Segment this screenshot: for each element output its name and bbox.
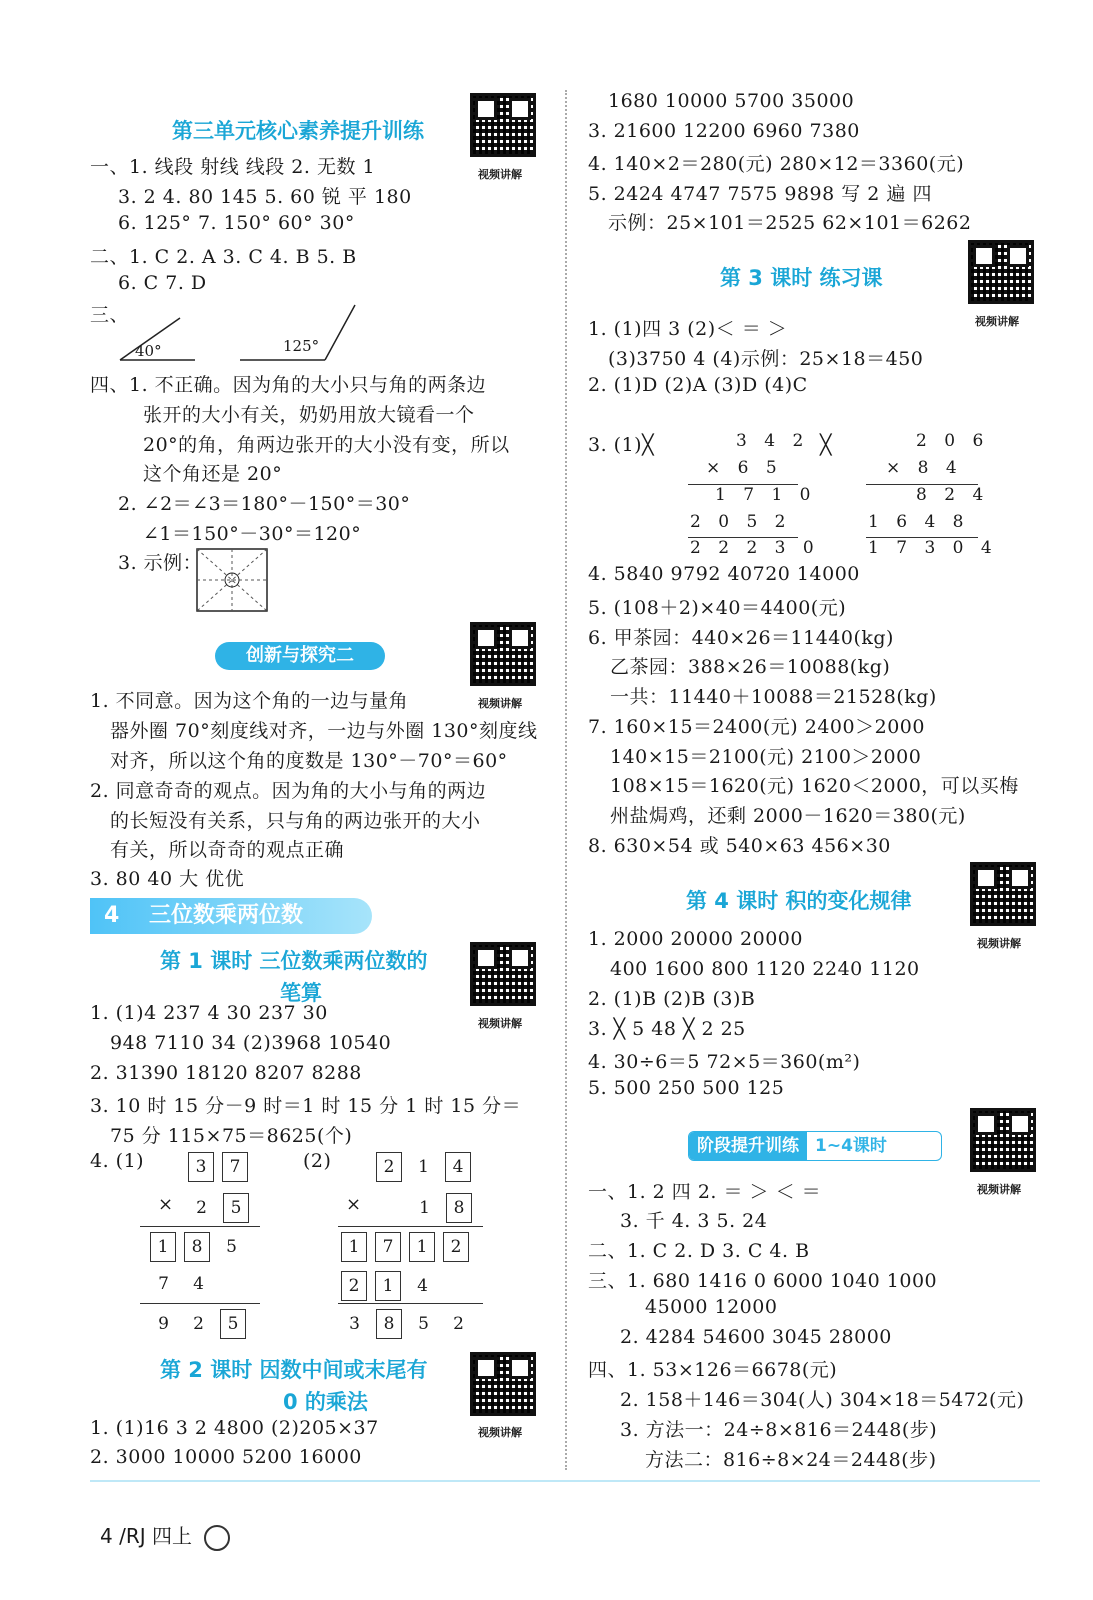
lesson1-title: 第 1 课时 三位数乘两位数的 bbox=[160, 949, 428, 973]
qr-code-icon[interactable] bbox=[970, 1108, 1036, 1172]
k3-line: 2. (1)D (2)A (3)D (4)C bbox=[588, 374, 808, 396]
digit-box[interactable]: 1 bbox=[409, 1232, 435, 1262]
digit-box[interactable]: 3 bbox=[188, 1152, 214, 1182]
k3-line: 6. 甲茶园：440×26＝11440(kg) bbox=[588, 627, 894, 649]
vcalc1-e: 2 2 2 3 0 bbox=[690, 538, 820, 558]
u3-line: 2. ∠2＝∠3＝180°－150°＝30° bbox=[118, 493, 411, 515]
mult2-row2 bbox=[411, 1193, 480, 1223]
qr-code-icon[interactable] bbox=[470, 942, 536, 1006]
k3-cross: ╳ bbox=[820, 434, 832, 456]
stage-line: 方法二：816÷8×24＝2448(步) bbox=[645, 1449, 937, 1471]
k4-line: 2. (1)B (2)B (3)B bbox=[588, 988, 756, 1010]
stage-line: 45000 12000 bbox=[645, 1296, 778, 1318]
stage-line: 3. 方法一：24÷8×816＝2448(步) bbox=[620, 1419, 938, 1441]
stage-line: 二、1. C 2. D 3. C 4. B bbox=[588, 1240, 810, 1262]
r-line: 3. 21600 12200 6960 7380 bbox=[588, 120, 860, 142]
r-line: 示例：25×101＝2525 62×101＝6262 bbox=[608, 212, 972, 234]
digit-box[interactable]: 4 bbox=[445, 1152, 471, 1182]
k4-line: 4. 30÷6＝5 72×5＝360(m²) bbox=[588, 1051, 861, 1073]
qr-caption: 视频讲解 bbox=[478, 168, 522, 181]
digit: 1 bbox=[419, 1198, 430, 1218]
k4-line: 1. 2000 20000 20000 bbox=[588, 928, 803, 950]
lesson2-title-cont: 0 的乘法 bbox=[283, 1390, 368, 1414]
u3-line: 一、1. 线段 射线 线段 2. 无数 1 bbox=[90, 156, 376, 178]
vcalc1-b: × 6 5 bbox=[706, 458, 783, 478]
u3-line: 6. C 7. D bbox=[118, 272, 207, 294]
digit-box[interactable]: 2 bbox=[341, 1271, 367, 1301]
page-number-label: 4 /RJ 四上 bbox=[100, 1524, 192, 1548]
k4-line: 400 1600 800 1120 2240 1120 bbox=[610, 958, 920, 980]
digit-box[interactable]: 8 bbox=[376, 1309, 402, 1339]
vcalc1-c: 1 7 1 0 bbox=[715, 485, 817, 505]
digit-box[interactable]: 1 bbox=[341, 1232, 367, 1262]
mult2-row1 bbox=[376, 1152, 479, 1182]
stage-line: 3. 千 4. 3 5. 24 bbox=[620, 1210, 768, 1232]
stage-line: 一、1. 2 四 2. ＝ ＞ ＜ ＝ bbox=[588, 1181, 822, 1203]
k3-line: 8. 630×54 或 540×63 456×30 bbox=[588, 835, 891, 857]
r-line: 1680 10000 5700 35000 bbox=[608, 90, 855, 112]
digit-box[interactable]: 7 bbox=[375, 1232, 401, 1262]
lesson1-title-cont: 笔算 bbox=[280, 981, 322, 1005]
qr-code-icon[interactable] bbox=[970, 862, 1036, 926]
k1-line: 3. 10 时 15 分－9 时＝1 时 15 分 1 时 15 分＝ bbox=[90, 1095, 522, 1117]
digit: 4 bbox=[193, 1274, 204, 1294]
page-footer bbox=[100, 1520, 230, 1551]
innov-line: 的长短没有关系，只与角的两边张开的大小 bbox=[110, 810, 481, 832]
digit-box[interactable]: 1 bbox=[150, 1232, 176, 1262]
vcalc1-a: 3 4 2 bbox=[736, 431, 810, 451]
digit: 2 bbox=[193, 1314, 204, 1334]
mult1-row2 bbox=[188, 1193, 257, 1223]
k1-line: 2. 31390 18120 8207 8288 bbox=[90, 1062, 362, 1084]
column-divider bbox=[565, 90, 567, 1470]
digit-box[interactable]: 8 bbox=[446, 1193, 472, 1223]
k3-line: 7. 160×15＝2400(元) 2400＞2000 bbox=[588, 716, 925, 738]
u3-line: 3. 示例： bbox=[118, 552, 203, 574]
k3-line: 4. 5840 9792 40720 14000 bbox=[588, 563, 860, 585]
k3-line: 乙茶园：388×26＝10088(kg) bbox=[610, 656, 891, 678]
digit: 4 bbox=[417, 1276, 428, 1296]
digit: 7 bbox=[158, 1274, 169, 1294]
digit-box[interactable]: 2 bbox=[376, 1152, 402, 1182]
k1-line: 4. (1) bbox=[90, 1150, 145, 1172]
vcalc2-a: 2 0 6 bbox=[916, 431, 990, 451]
innov-line: 2. 同意奇奇的观点。因为角的大小与角的两边 bbox=[90, 780, 487, 802]
k3-line: 108×15＝1620(元) 1620＜2000，可以买梅 bbox=[610, 775, 1019, 797]
unit4-banner bbox=[90, 898, 372, 934]
mult1-row4 bbox=[150, 1274, 212, 1294]
k4-line: 3. ╳ 5 48 ╳ 2 25 bbox=[588, 1018, 746, 1040]
k1-line: (2) bbox=[303, 1150, 332, 1172]
u3-line: 四、1. 不正确。因为角的大小只与角的两条边 bbox=[90, 374, 487, 396]
innov-line: 3. 80 40 大 优优 bbox=[90, 868, 245, 890]
vcalc2-b: × 8 4 bbox=[886, 458, 963, 478]
innov-line: 1. 不同意。因为这个角的一边与量角 bbox=[90, 690, 409, 712]
mult1-row3 bbox=[150, 1232, 245, 1262]
stage-range: 1~4课时 bbox=[815, 1136, 887, 1156]
k1-line: 1. (1)4 237 4 30 237 30 bbox=[90, 1002, 328, 1024]
vcalc2-c: 8 2 4 bbox=[916, 485, 990, 505]
unit4-title: 三位数乘两位数 bbox=[148, 903, 303, 928]
u3-line: 二、1. C 2. A 3. C 4. B 5. B bbox=[90, 246, 357, 268]
digit: 9 bbox=[158, 1314, 169, 1334]
lesson4-title: 第 4 课时 积的变化规律 bbox=[686, 889, 912, 913]
u3-line: 20°的角，角两边张开的大小没有变，所以 bbox=[143, 434, 510, 456]
mult1-rule bbox=[140, 1303, 260, 1304]
innovation-title: 创新与探究二 bbox=[215, 642, 385, 670]
digit: 3 bbox=[349, 1314, 360, 1334]
digit-box[interactable]: 5 bbox=[223, 1193, 249, 1223]
digit: 1 bbox=[418, 1157, 429, 1177]
stage-line: 2. 158＋146＝304(人) 304×18＝5472(元) bbox=[620, 1389, 1025, 1411]
qr-caption: 视频讲解 bbox=[977, 1183, 1021, 1196]
qr-caption: 视频讲解 bbox=[977, 937, 1021, 950]
mult2-rule bbox=[338, 1303, 483, 1304]
u3-line: 三、 bbox=[90, 304, 130, 326]
publisher-logo-icon bbox=[204, 1525, 230, 1551]
lesson2-title: 第 2 课时 因数中间或末尾有 bbox=[160, 1358, 428, 1382]
u3-line: 3. 2 4. 80 145 5. 60 锐 平 180 bbox=[118, 186, 412, 208]
r-line: 5. 2424 4747 7575 9898 写 2 遍 四 bbox=[588, 183, 932, 205]
qr-code-icon[interactable] bbox=[470, 93, 536, 157]
mult2-rule bbox=[338, 1226, 483, 1227]
vcalc1-d: 2 0 5 2 bbox=[690, 512, 792, 532]
innov-line: 有关，所以奇奇的观点正确 bbox=[110, 839, 345, 861]
mult1-row5 bbox=[150, 1309, 254, 1339]
mult1-row1 bbox=[188, 1152, 256, 1182]
k1-line: 75 分 115×75＝8625(个) bbox=[110, 1125, 353, 1147]
qr-caption: 视频讲解 bbox=[478, 1017, 522, 1030]
k2-line: 1. (1)16 3 2 4800 (2)205×37 bbox=[90, 1417, 379, 1439]
k3-line: (3)3750 4 (4)示例：25×18＝450 bbox=[608, 348, 924, 370]
u3-line: 这个角还是 20° bbox=[143, 463, 283, 485]
k3-line: 3. (1)╳ bbox=[588, 434, 655, 456]
k3-line: 140×15＝2100(元) 2100＞2000 bbox=[610, 746, 922, 768]
qr-caption: 视频讲解 bbox=[478, 697, 522, 710]
mult2-operator: × bbox=[346, 1194, 362, 1215]
k1-line: 948 7110 34 (2)3968 10540 bbox=[110, 1032, 392, 1054]
k3-line: 州盐焗鸡，还剩 2000－1620＝380(元) bbox=[610, 805, 966, 827]
k3-line: 1. (1)四 3 (2)＜ ＝ ＞ bbox=[588, 318, 788, 340]
unit4-number: 4 bbox=[104, 903, 120, 928]
star-grid-figure bbox=[196, 548, 268, 612]
unit3-title: 第三单元核心素养提升训练 bbox=[172, 119, 424, 143]
mult1-rule bbox=[140, 1226, 260, 1227]
k2-line: 2. 3000 10000 5200 16000 bbox=[90, 1446, 362, 1468]
digit: 5 bbox=[226, 1237, 237, 1257]
k4-line: 5. 500 250 500 125 bbox=[588, 1077, 785, 1099]
stage-line: 三、1. 680 1416 0 6000 1040 1000 bbox=[588, 1270, 938, 1292]
stage-line: 2. 4284 54600 3045 28000 bbox=[620, 1326, 892, 1348]
angle2-label: 125° bbox=[283, 337, 320, 355]
digit-box[interactable]: 2 bbox=[443, 1232, 469, 1262]
innov-line: 器外圈 70°刻度线对齐，一边与外圈 130°刻度线 bbox=[110, 720, 538, 742]
digit: 2 bbox=[196, 1198, 207, 1218]
digit-box[interactable]: 8 bbox=[184, 1232, 210, 1262]
u3-line: 6. 125° 7. 150° 60° 30° bbox=[118, 212, 355, 234]
vcalc2-d: 1 6 4 8 bbox=[868, 512, 970, 532]
k3-line: 5. (108＋2)×40＝4400(元) bbox=[588, 597, 847, 619]
lesson3-title: 第 3 课时 练习课 bbox=[720, 266, 883, 290]
mult2-row3 bbox=[341, 1232, 477, 1262]
mult2-row4 bbox=[341, 1271, 436, 1301]
u3-line: ∠1＝150°－30°＝120° bbox=[143, 523, 362, 545]
angle1-label: 40° bbox=[135, 342, 162, 360]
stage-title: 阶段提升训练 bbox=[689, 1132, 807, 1160]
mult1-operator: × bbox=[158, 1194, 174, 1215]
footer-rule bbox=[90, 1480, 1040, 1482]
mult2-row5 bbox=[341, 1309, 472, 1339]
u3-line: 张开的大小有关，奶奶用放大镜看一个 bbox=[143, 404, 475, 426]
digit-box[interactable]: 5 bbox=[220, 1309, 246, 1339]
qr-code-icon[interactable] bbox=[470, 1352, 536, 1416]
r-line: 4. 140×2＝280(元) 280×12＝3360(元) bbox=[588, 153, 965, 175]
angle2-ray bbox=[325, 305, 355, 360]
qr-code-icon[interactable] bbox=[968, 240, 1034, 304]
digit: 5 bbox=[418, 1314, 429, 1334]
vcalc2-e: 1 7 3 0 4 bbox=[868, 538, 998, 558]
innov-line: 对齐，所以这个角的度数是 130°－70°＝60° bbox=[110, 750, 508, 772]
digit-box[interactable]: 1 bbox=[375, 1271, 401, 1301]
stage-training-title bbox=[688, 1131, 942, 1161]
qr-code-icon[interactable] bbox=[470, 622, 536, 686]
qr-caption: 视频讲解 bbox=[478, 1426, 522, 1439]
qr-caption: 视频讲解 bbox=[975, 315, 1019, 328]
digit: 2 bbox=[453, 1314, 464, 1334]
stage-line: 四、1. 53×126＝6678(元) bbox=[588, 1359, 838, 1381]
digit-box[interactable]: 7 bbox=[222, 1152, 248, 1182]
k3-line: 一共：11440＋10088＝21528(kg) bbox=[610, 686, 937, 708]
